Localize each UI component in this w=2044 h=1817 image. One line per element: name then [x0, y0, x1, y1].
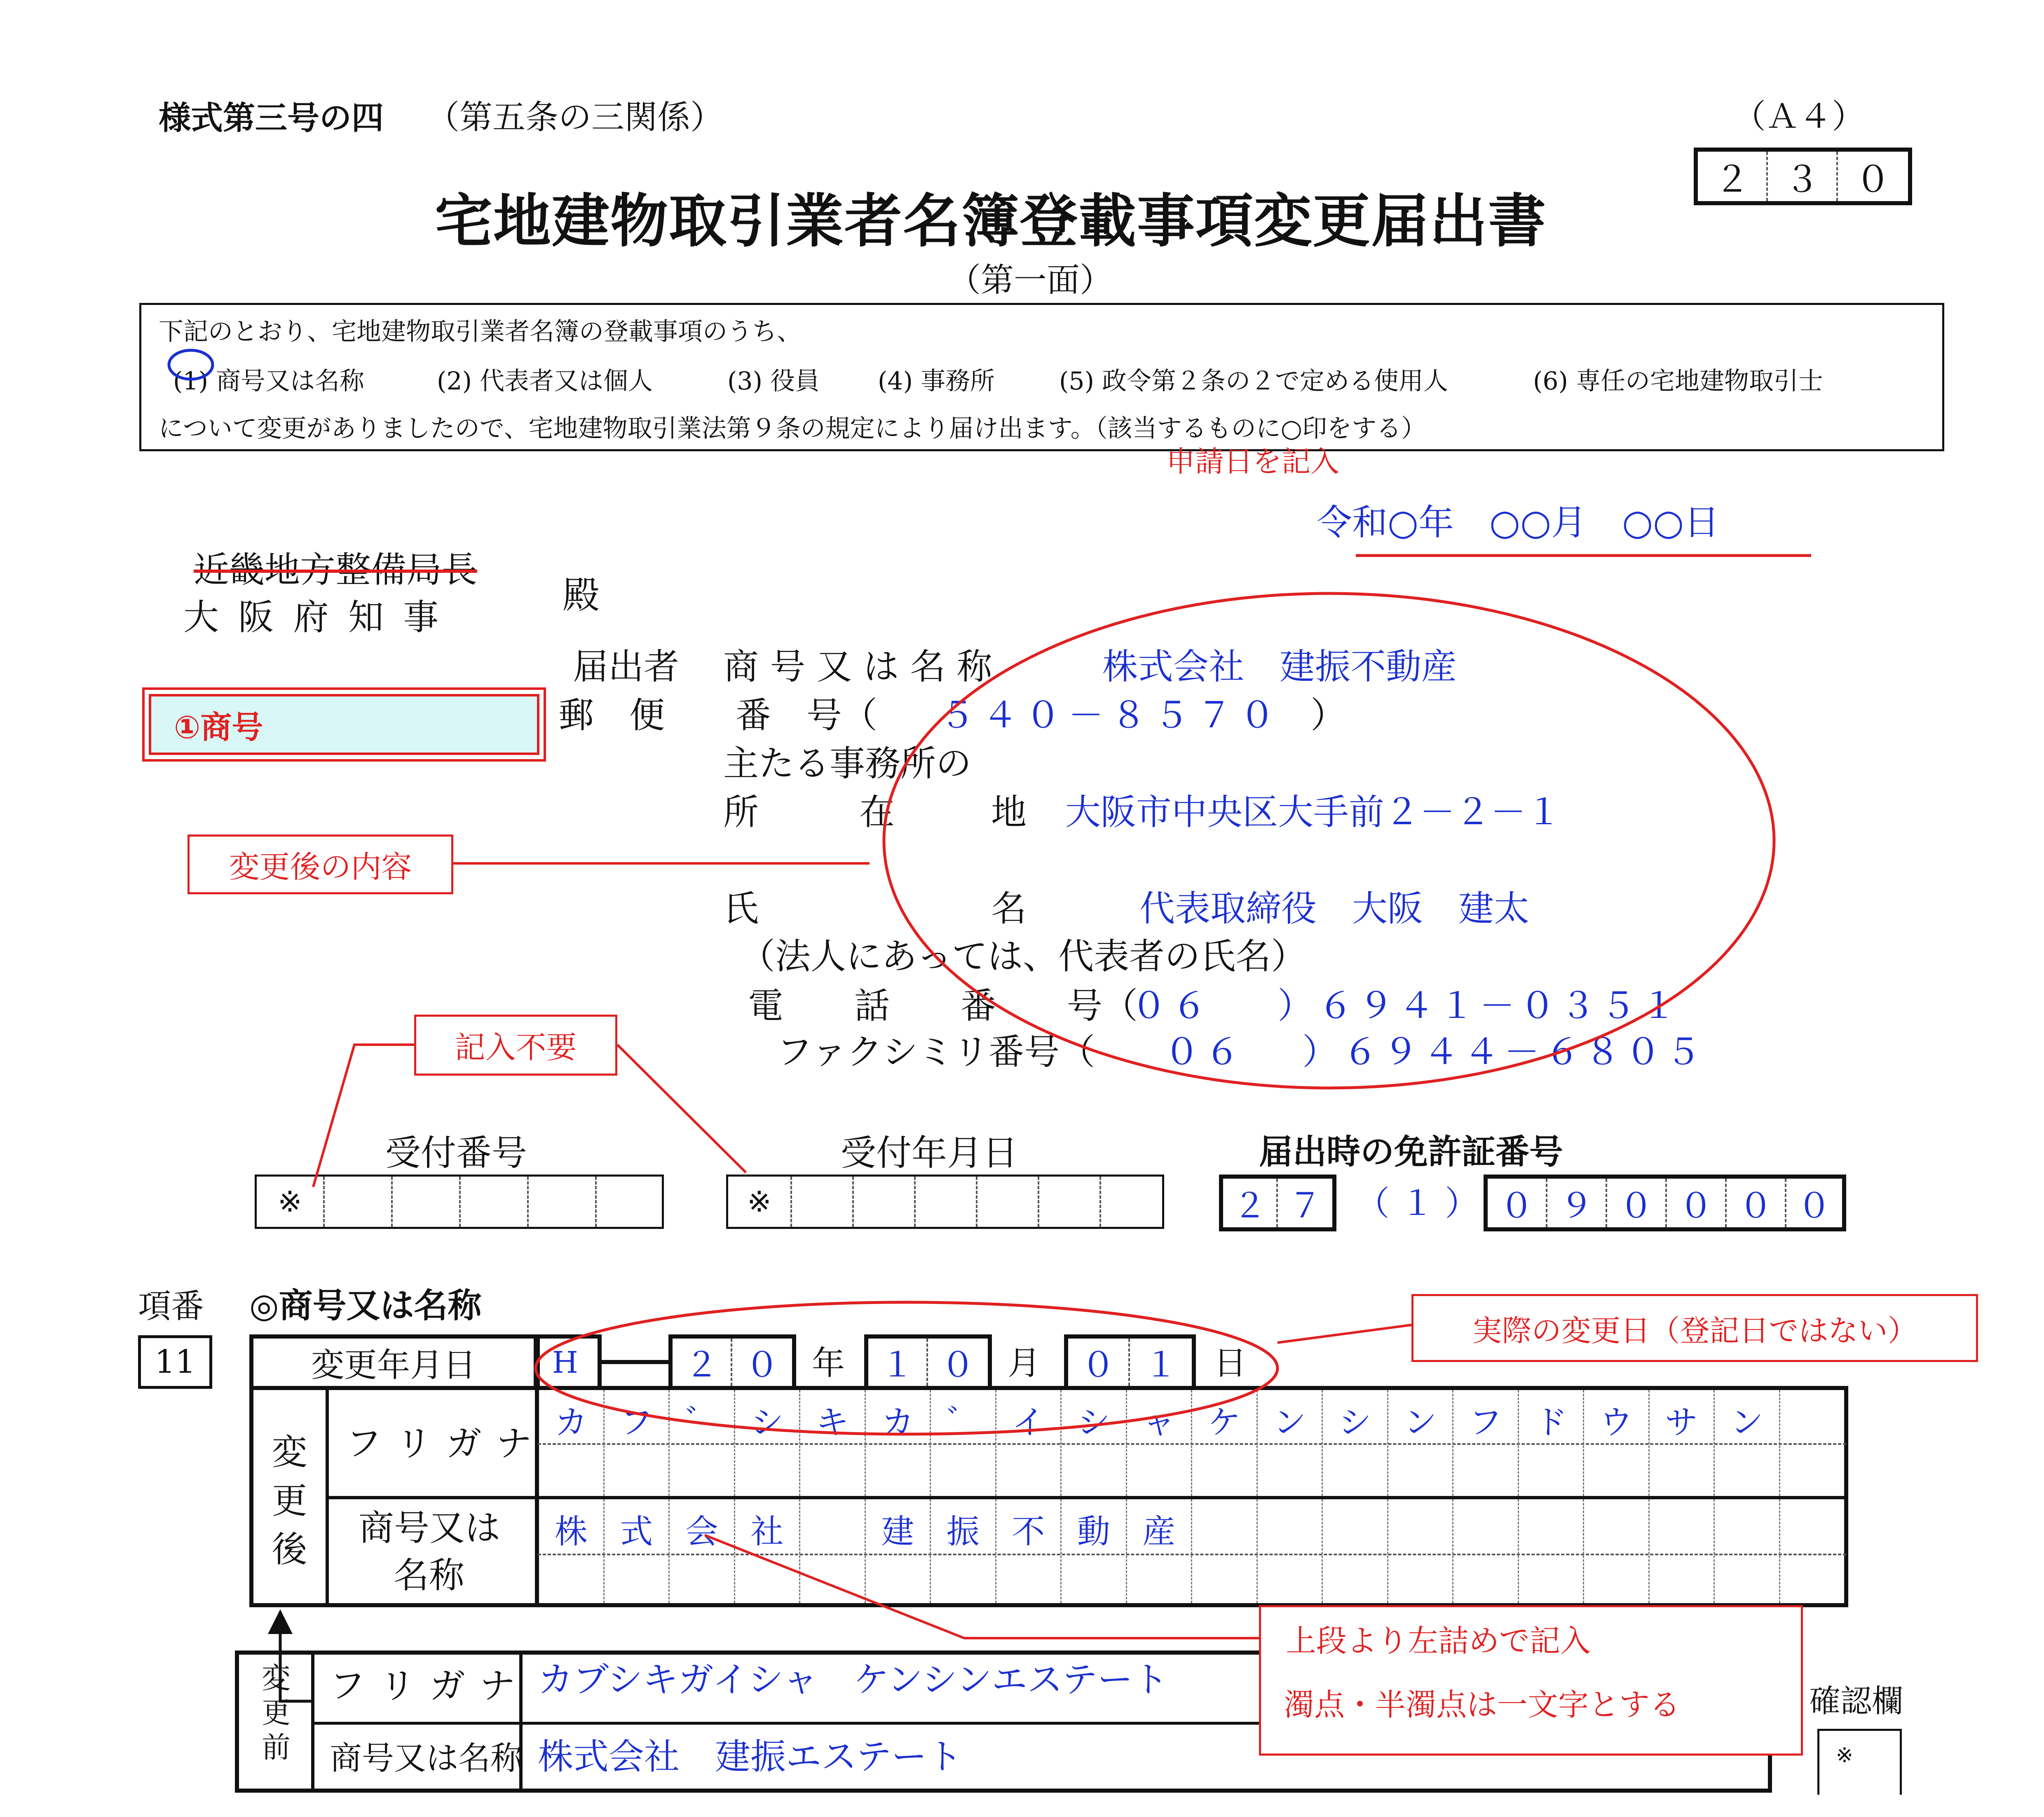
address-label-3: 地 — [991, 792, 1027, 833]
day-digit[interactable]: １ — [1144, 1346, 1178, 1385]
name-char-cell[interactable]: 会 — [670, 1499, 735, 1603]
page-title: 宅地建物取引業者名簿登載事項変更届出書 — [435, 188, 1547, 255]
office-label: 主たる事務所の — [723, 743, 971, 784]
before-name-label: 商号又は名称 — [330, 1740, 523, 1777]
selection-circle-icon — [169, 350, 213, 379]
after-furigana-label: フ リ ガ ナ — [346, 1423, 534, 1464]
furigana-char-cell[interactable]: ン — [1388, 1390, 1454, 1496]
postal-value[interactable]: ５４０－８５７０ — [940, 695, 1282, 736]
furigana-char-cell[interactable]: ゛ — [931, 1390, 996, 1496]
notice-line-3: について変更がありましたので、宅地建物取引業法第９条の規定により届け出ます。（該当するものに○印をする） — [159, 414, 1426, 443]
furigana-char-cell[interactable]: キ — [800, 1390, 866, 1496]
form-number: 様式第三号の四 — [159, 100, 384, 137]
name-char-cell[interactable]: 動 — [1062, 1499, 1127, 1603]
actual-date-label: 実際の変更日（登記日ではない） — [1472, 1313, 1917, 1348]
furigana-char-cell[interactable]: ン — [1715, 1390, 1780, 1496]
name-char-cell[interactable]: 産 — [1127, 1499, 1193, 1603]
furigana-char-cell[interactable]: ケ — [1192, 1390, 1258, 1496]
fax-label: ファクシミリ番号（ — [777, 1032, 1095, 1073]
furigana-char-cell[interactable]: ウ — [1584, 1390, 1650, 1496]
tel-area[interactable]: ０６ — [1131, 985, 1212, 1027]
not-required-label: 記入不要 — [455, 1030, 577, 1065]
day-unit: 日 — [1214, 1344, 1247, 1382]
furigana-char-cell[interactable]: イ — [996, 1390, 1062, 1496]
furigana-char-cell[interactable]: ン — [1258, 1390, 1323, 1496]
reception-date-label: 受付年月日 — [841, 1132, 1018, 1174]
name-char-cell[interactable]: 不 — [996, 1499, 1062, 1603]
after-content-label: 変更後の内容 — [229, 849, 412, 885]
person-note: （法人にあっては、代表者の氏名） — [740, 936, 1307, 977]
before-side-char: 変 — [262, 1661, 291, 1695]
confirm-label: 確認欄 — [1809, 1683, 1903, 1719]
license-digit[interactable]: ９ — [1547, 1179, 1607, 1227]
tel-number[interactable]: ）６９４１－０３５１ — [1278, 985, 1681, 1027]
not-required-leader-2 — [617, 1045, 746, 1172]
code-digit: ２ — [1698, 152, 1768, 201]
year-unit: 年 — [812, 1344, 845, 1382]
license-digit[interactable]: ０ — [1727, 1179, 1786, 1227]
furigana-char-cell[interactable]: カ — [539, 1390, 605, 1496]
actual-date-leader — [1278, 1325, 1411, 1343]
era-field[interactable]: H — [536, 1334, 602, 1390]
license-pref-digit[interactable]: ２ — [1223, 1179, 1278, 1227]
item-label: 項番 — [138, 1287, 204, 1325]
license-digit[interactable]: ０ — [1667, 1179, 1727, 1227]
license-count[interactable]: （ １ ） — [1356, 1184, 1479, 1223]
address-value[interactable]: 大阪市中央区大手前２－２－１ — [1065, 792, 1561, 833]
change-date-ellipse — [536, 1302, 1278, 1434]
arrow-up-icon — [268, 1609, 293, 1634]
applicant-label: 届出者 — [573, 646, 679, 687]
after-side-char: 変 — [272, 1432, 307, 1473]
change-date-label: 変更年月日 — [249, 1334, 538, 1390]
applicant-name-value[interactable]: 株式会社 建振不動産 — [1102, 646, 1457, 687]
reception-mark: ※ — [257, 1177, 325, 1227]
month-digit[interactable]: ０ — [941, 1346, 975, 1385]
name-char-cell[interactable]: 社 — [735, 1499, 801, 1603]
before-furigana-value[interactable]: カブシキガイシャ ケンシンエステート — [538, 1659, 1168, 1700]
address-label-2: 在 — [859, 792, 895, 833]
fax-area[interactable]: ０６ — [1164, 1032, 1245, 1073]
addressee-name: 大 阪 府 知 事 — [183, 597, 443, 638]
license-label: 届出時の免許証番号 — [1259, 1132, 1563, 1172]
year-digit[interactable]: ２ — [673, 1339, 732, 1386]
furigana-char-cell[interactable]: シ — [735, 1390, 801, 1496]
before-furigana-label: フ リ ガ ナ — [330, 1665, 517, 1707]
month-unit: 月 — [1008, 1344, 1041, 1382]
before-side-char: 前 — [262, 1730, 291, 1764]
postal-close: ） — [1310, 695, 1346, 736]
applicant-ellipse — [884, 593, 1774, 1088]
notice-line-1: 下記のとおり、宅地建物取引業者名簿の登載事項のうち、 — [159, 317, 802, 346]
day-digit[interactable]: ０ — [1068, 1339, 1130, 1386]
furigana-char-cell[interactable]: フ — [1453, 1390, 1519, 1496]
notice-item-4[interactable]: (4) 事務所 — [878, 367, 995, 396]
person-label-2: 名 — [991, 888, 1027, 929]
license-digit[interactable]: ０ — [1797, 1186, 1831, 1226]
year-digit[interactable]: ０ — [745, 1346, 779, 1385]
month-digit[interactable]: １ — [868, 1339, 928, 1386]
furigana-char-cell[interactable]: ド — [1519, 1390, 1585, 1496]
furigana-char-cell[interactable]: サ — [1650, 1390, 1715, 1496]
address-label-1: 所 — [723, 792, 759, 833]
license-pref-digit[interactable]: ７ — [1288, 1186, 1322, 1226]
notice-item-1[interactable]: (1) 商号又は名称 — [173, 367, 365, 396]
section-tag-label: ①商号 — [174, 708, 263, 746]
code-digit: ３ — [1768, 152, 1838, 201]
notice-item-5[interactable]: (5) 政令第２条の２で定める使用人 — [1059, 367, 1449, 396]
code-digit: ０ — [1855, 159, 1891, 200]
notice-item-6[interactable]: (6) 専任の宅地建物取引士 — [1533, 367, 1824, 396]
before-side-char: 更 — [262, 1696, 291, 1730]
date-hint: 申請日を記入 — [1166, 445, 1339, 478]
after-side-char: 後 — [272, 1529, 307, 1570]
after-side-char: 更 — [272, 1480, 307, 1522]
person-value[interactable]: 代表取締役 大阪 建太 — [1139, 888, 1529, 929]
name-char-cell[interactable]: 振 — [931, 1499, 996, 1603]
furigana-char-cell[interactable]: シ — [1062, 1390, 1127, 1496]
paper-size: （Ａ４） — [1733, 97, 1865, 136]
form-relation: （第五条の三関係） — [427, 98, 723, 136]
before-name-value[interactable]: 株式会社 建振エステート — [538, 1736, 963, 1777]
confirm-box: ※ — [1817, 1729, 1902, 1795]
postal-label: 郵 便 番 号（ — [558, 695, 877, 736]
license-digit[interactable]: ０ — [1607, 1179, 1667, 1227]
name-char-cell[interactable]: 建 — [866, 1499, 931, 1603]
furigana-char-cell[interactable]: ゛ — [670, 1390, 735, 1496]
notice-item-3[interactable]: (3) 役員 — [727, 367, 820, 396]
license-digit[interactable]: ０ — [1488, 1179, 1547, 1227]
notice-item-2[interactable]: (2) 代表者又は個人 — [437, 367, 653, 396]
reception-date-mark: ※ — [728, 1177, 792, 1227]
after-name-label-1: 商号又は — [359, 1508, 500, 1549]
furigana-char-cell[interactable]: カ — [866, 1390, 931, 1496]
item-number: 11 — [138, 1335, 212, 1389]
reception-number-label: 受付番号 — [385, 1132, 527, 1174]
applicant-name-label: 商 号 又 は 名 称 — [723, 646, 992, 687]
addressee-struck: 近畿地方整備局長 — [194, 549, 477, 591]
left-align-note-2: 濁点・半濁点は一文字とする — [1284, 1687, 1680, 1723]
left-align-leader — [705, 1535, 1259, 1638]
fax-number[interactable]: ）６９４４－６８０５ — [1302, 1032, 1706, 1073]
addressee-honorific: 殿 — [563, 574, 600, 617]
furigana-char-cell[interactable]: フ — [605, 1390, 670, 1496]
name-char-cell[interactable]: 式 — [605, 1499, 670, 1603]
furigana-char-cell[interactable]: シ — [1323, 1390, 1388, 1496]
page-subtitle: （第一面） — [948, 261, 1113, 299]
furigana-char-cell[interactable]: ャ — [1127, 1390, 1193, 1496]
person-label-1: 氏 — [723, 888, 759, 929]
not-required-leader-1 — [313, 1045, 414, 1187]
application-date[interactable]: 令和○年 ○○月 ○○日 — [1317, 502, 1720, 543]
after-name-label-2: 名称 — [394, 1555, 464, 1596]
tel-label: 電 話 番 号（ — [748, 985, 1138, 1027]
name-char-cell[interactable]: 株 — [539, 1499, 605, 1603]
left-align-note-1: 上段より左詰めで記入 — [1286, 1623, 1591, 1659]
item-heading: ◎商号又は名称 — [249, 1286, 482, 1325]
